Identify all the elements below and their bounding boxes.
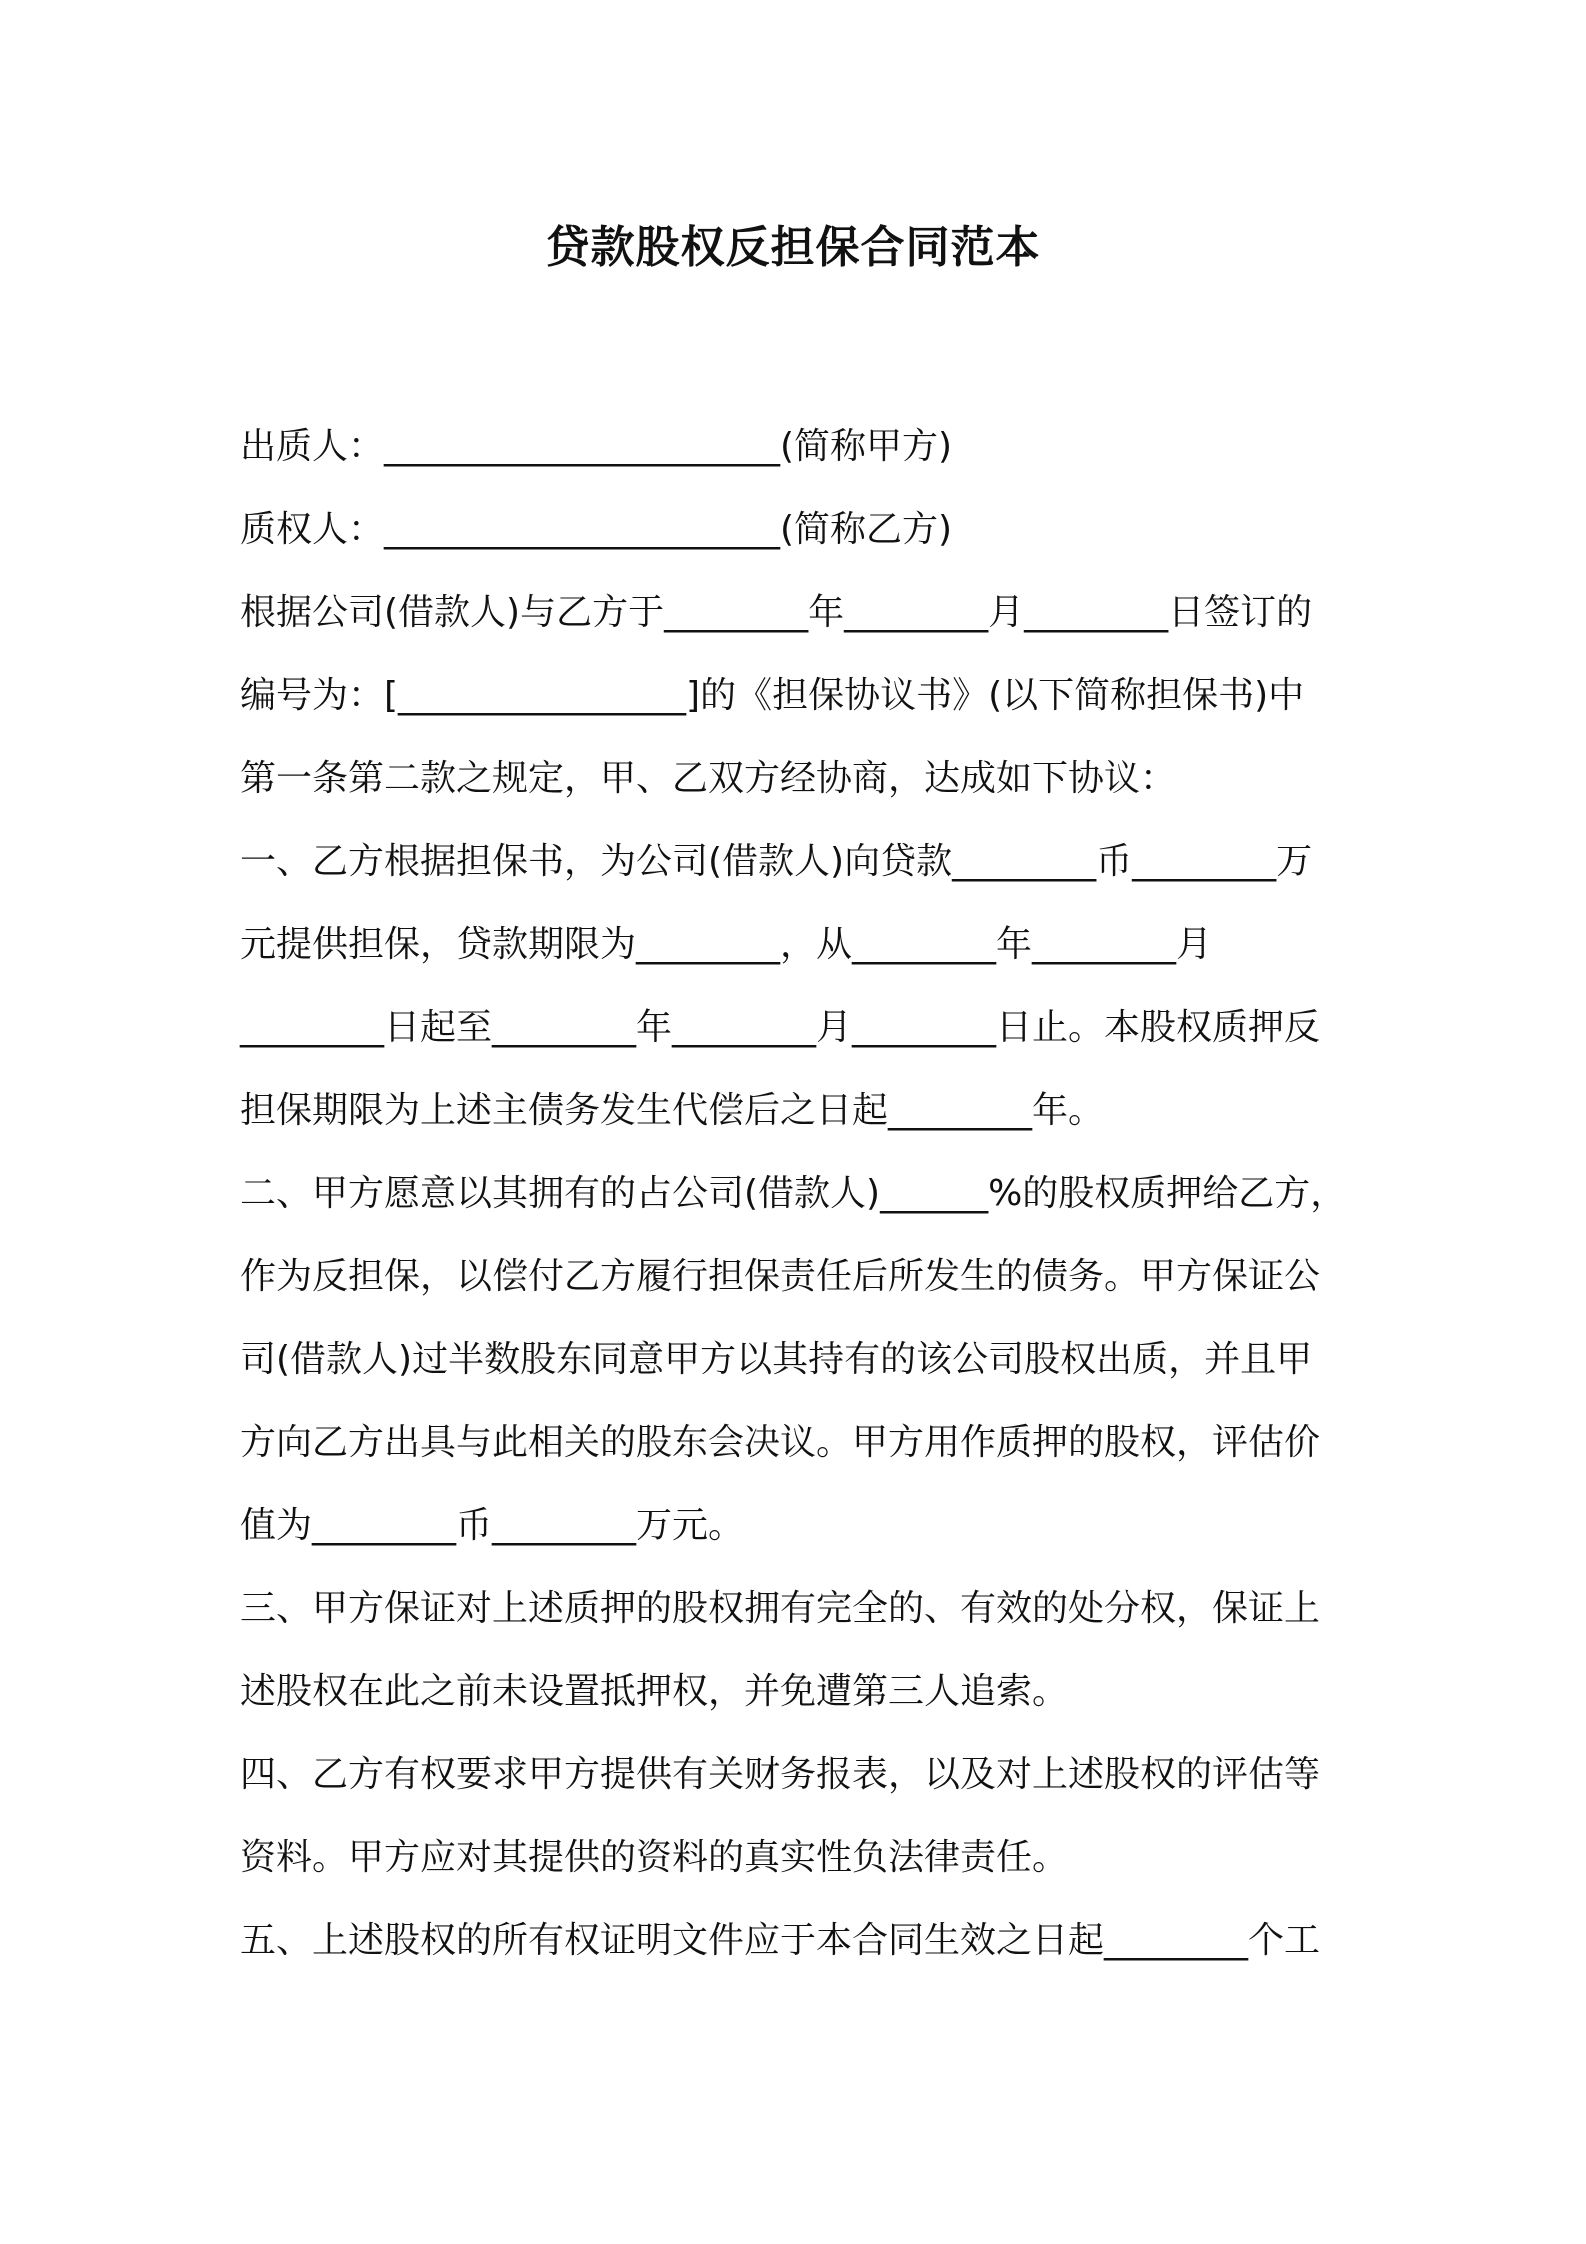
clause-2-line: 作为反担保，以偿付乙方履行担保责任后所发生的债务。甲方保证公 — [240, 1256, 1321, 1297]
clause-1-line: 担保期限为上述主债务发生代偿后之日起________年。 — [240, 1090, 1105, 1131]
clause-3-line: 述股权在此之前未设置抵押权，并免遭第三人追索。 — [240, 1671, 1069, 1712]
text-line: 第一条第二款之规定，甲、乙双方经协商，达成如下协议： — [240, 758, 1177, 799]
text-line: 根据公司(借款人)与乙方于________年________月________日签订的 — [240, 592, 1313, 633]
text-line-party-b: 质权人：______________________(简称乙方) — [240, 509, 953, 550]
clause-1-line: 一、乙方根据担保书，为公司(借款人)向贷款________币________万 — [240, 841, 1313, 882]
clause-2-line: 方向乙方出具与此相关的股东会决议。甲方用作质押的股权，评估价 — [240, 1422, 1321, 1463]
document-body — [240, 405, 1370, 1982]
clause-2-line: 司(借款人)过半数股东同意甲方以其持有的该公司股权出质，并且甲 — [240, 1339, 1313, 1380]
clause-1-line: 元提供担保，贷款期限为________，从________年________月 — [240, 924, 1213, 965]
text-line-party-a: 出质人：______________________(简称甲方) — [240, 426, 953, 467]
clause-5-line: 五、上述股权的所有权证明文件应于本合同生效之日起________个工 — [240, 1920, 1321, 1961]
text-line: 编号为：[________________]的《担保协议书》(以下简称担保书)中 — [240, 675, 1305, 716]
clause-4-line: 四、乙方有权要求甲方提供有关财务报表，以及对上述股权的评估等 — [240, 1754, 1321, 1795]
clause-2-line: 值为________币________万元。 — [240, 1505, 745, 1546]
clause-2-line: 二、甲方愿意以其拥有的占公司(借款人)______%的股权质押给乙方， — [240, 1173, 1347, 1214]
clause-3-line: 三、甲方保证对上述质押的股权拥有完全的、有效的处分权，保证上 — [240, 1588, 1321, 1629]
clause-1-line: ________日起至________年________月________日止。本股权质押反 — [240, 1007, 1321, 1048]
document-title: 贷款股权反担保合同范本 — [545, 222, 1041, 273]
clause-4-line: 资料。甲方应对其提供的资料的真实性负法律责任。 — [240, 1837, 1069, 1878]
